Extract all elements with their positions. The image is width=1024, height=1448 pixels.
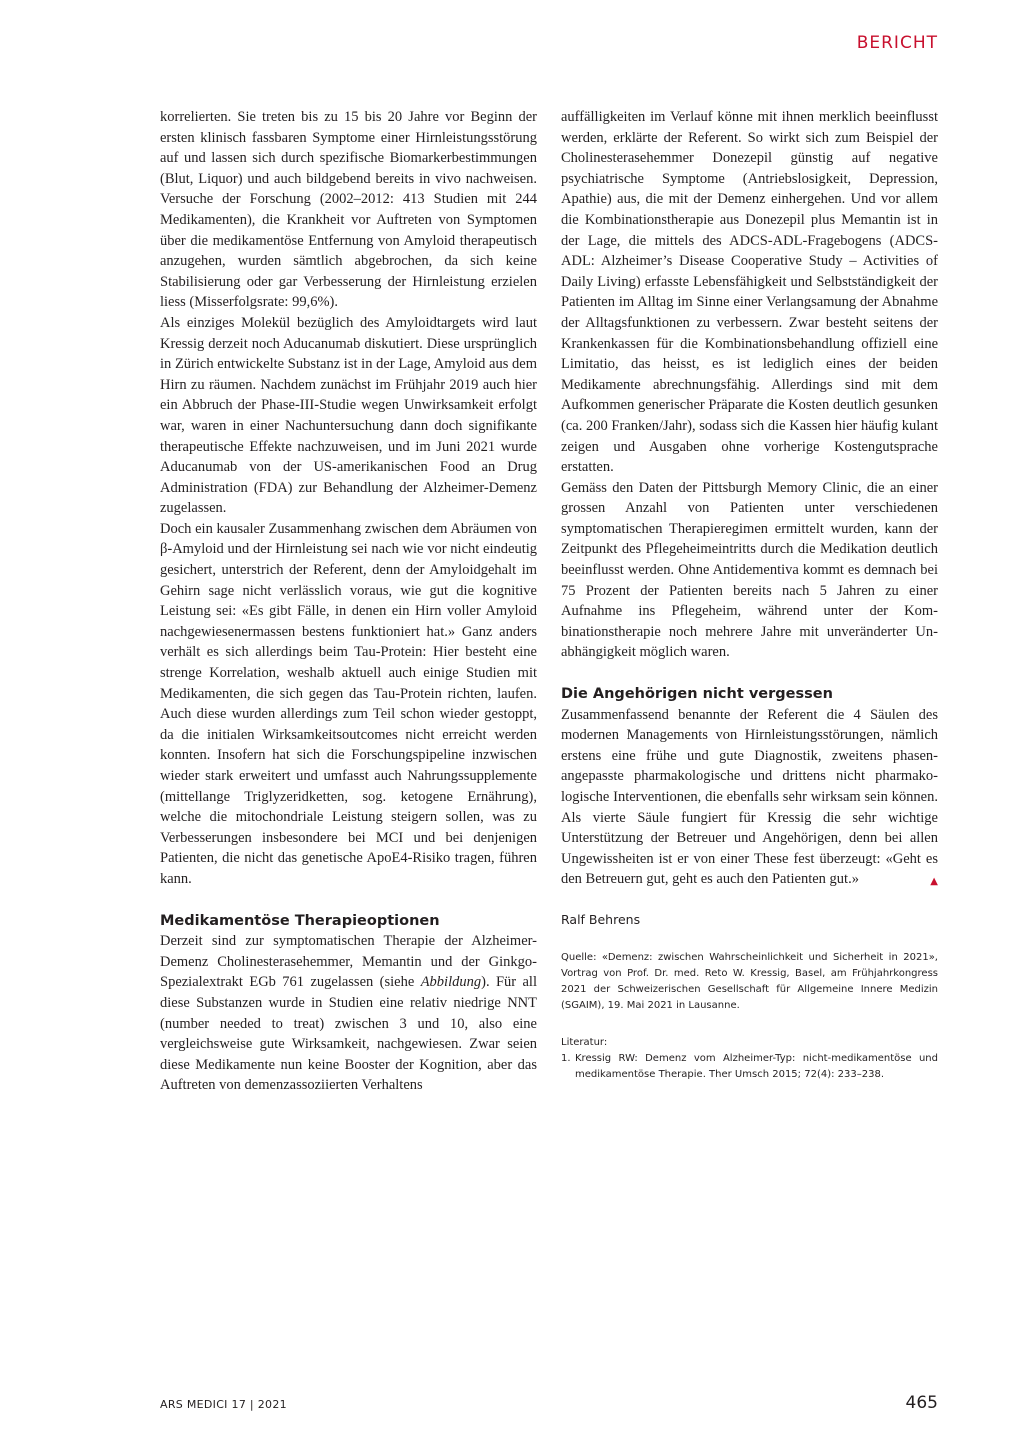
section-heading: Medikamentöse Therapieoptionen	[160, 912, 440, 929]
body-paragraph: korrelierten. Sie treten bis zu 15 bis 20 Jahre vor Beginn der ersten klinisch fassbaren Symptome einer Hirnleistungsstörung auf und lassen sich durch spezifische Biomarkerbestimmungen (Blut, Liquor) und auch bildgebend bereits in vivo nachweisen. Versuche der Forschung (2002–2012: 413 Studien mit 244 Medikamenten), die Krankheit vor Auftreten von Symptomen über die medikamentöse Entfernung von Amyloid therapeutisch anzugehen, wurden sämtlich abgebrochen, da sich keine Stabilisierung oder gar Verbesserung der Hirnleistung erzielen liess (Misserfolgsrate: 99,6%).	[160, 109, 537, 311]
literature-item	[561, 1051, 938, 1083]
literature-list	[561, 1051, 938, 1083]
right-column	[561, 107, 938, 1083]
body-paragraph: Gemäss den Daten der Pittsburgh Memory Clinic, die an einer grossen Anzahl von Patienten unter verschiedenen symptomatischen Therapieregimen ermittelt wurden, kann der Zeitpunkt des Pflegeheimeintritts durch die Medikation deutlich beeinflusst werden. Ohne Antidementiva kommt es demnach bei 75 Prozent der Patienten bereits nach 5 Jahren zu einer Aufnahme ins Pflegeheim, während unter der Kombinationstherapie noch mehrere Jahre mit unveränderter Unabhängigkeit möglich waren.	[561, 479, 938, 661]
journal-footer: ARS MEDICI 17 | 2021	[160, 1398, 287, 1411]
body-paragraph: Doch ein kausaler Zusammenhang zwischen dem Abräumen von β-Amyloid und der Hirnleistung sei nach wie vor nicht eindeutig gesichert, unterstrich der Referent, denn der Amyloidgehalt im Gehirn sage nicht verlässlich voraus, wie gut die kognitive Leistung sei: «Es gibt Fälle, in denen ein Hirn voller Amyloid nachgewiesenermassen bestens funktioniert hat.» Ganz anders verhält es sich allerdings beim Tau-Protein: Hier besteht eine strenge Korrelation, weshalb aktuell auch einige Studien mit Medikamenten, die sich gegen das Tau-Protein richten, laufen. Auch diese wurden allerdings zum Teil schon wieder gestoppt, da die initialen Wirksamkeitsoutcomes nicht erreicht werden konnten. Insofern hat sich die Forschungspipeline inzwischen wieder stark erweitert und umfasst auch Nahrungssupplemente (mittellange Triglyzeridketten, sog. ketogene Ernährung), welche die mitochondriale Leistung steigern sollen, was zu Verbesserungen insbesondere bei MCI und bei denjenigen Patienten, die nicht das genetische ApoE4-Risiko tragen, führen kann.	[160, 520, 537, 887]
therapy-text-before: Derzeit sind zur symptomatischen Therapie der Alzheimer-Demenz Cholinesterasehemmer, Memantin und der Ginkgo-Spezialextrakt EGb 761 zugelassen (siehe	[160, 933, 537, 991]
body-paragraph: auffälligkeiten im Verlauf könne mit ihnen merklich beeinflusst werden, erklärte der Referent. So wirkt sich zum Beispiel der Cholinesterasehemmer Donezepil günstig auf negative psychiatrische Symptome (Antriebslosigkeit, Depression, Apathie) aus, die mit der Demenz einhergehen. Und vor allem die Kombinationstherapie aus Donezepil plus Memantin ist in der Lage, die mittels des ADCS-ADL-Fragebogens (ADCS-ADL: Alzheimer’s Disease Cooperative Study – Activities of Daily Living) erfasste Lebensfähigkeit und Selbstständigkeit der Patienten im Alltag im Sinne einer Verlangsamung der Abnahme der Alltagsfunktionen zu verbessern. Zwar besteht seitens der Krankenkassen für die Kombinationsbehandlung offiziell eine Limitatio, das heisst, es ist lediglich eines der beiden Medikamente abrechnungsfähig. Allerdings sind mit dem Aufkommen generischer Präparate die Kosten deutlich gesunken (ca. 200 Franken/Jahr), sodass sich die Kassen hier häufig kulant zeigen und Ausgaben ohne vorherige Kostengutsprache erstatten.	[561, 109, 938, 476]
therapy-paragraph	[160, 931, 537, 1096]
author-name: Ralf Behrens	[561, 911, 641, 927]
page-number: 465	[905, 1393, 938, 1413]
literature-number: 1.	[561, 1052, 571, 1064]
section-heading: Die Angehörigen nicht vergessen	[561, 686, 833, 703]
figure-reference: Abbildung	[420, 974, 482, 991]
literature-label: Literatur:	[561, 1036, 608, 1048]
end-of-article-icon: ▲	[930, 876, 938, 888]
literature-text: Kressig RW: Demenz vom Alzheimer-Typ: nicht-medikamentöse und medikamentöse Therapie. Ther Umsch 2015; 72(4): 233–238.	[575, 1052, 938, 1080]
closing-text: Zusammenfassend benannte der Referent die 4 Säulen des modernen Managements von Hirnleistungsstörungen, nämlich erstens eine frühe und gute Diagnostik, zweitens phasenangepasste pharmakologische und drittens nicht pharmakologische Interventionen, die ebenfalls sehr wirksam sein können. Als vierte Säule fungiert für Kressig die sehr wichtige Unterstützung der Betreuer und Angehörigen, denn bei allen Ungewissheiten ist er von einer These fest überzeugt: «Geht es den Betreuern gut, geht es auch den Patienten gut.»	[561, 706, 938, 888]
source-note: Quelle: «Demenz: zwischen Wahrscheinlichkeit und Sicherheit in 2021», Vortrag von Prof. Dr. med. Reto W. Kressig, Basel, am Frühjahrkongress 2021 der Schweizerischen Gesellschaft für Allgemeine Innere Medizin (SGAIM), 19. Mai 2021 in Lausanne.	[561, 951, 938, 1011]
left-column	[160, 107, 537, 1096]
body-paragraph: Als einziges Molekül bezüglich des Amyloidtargets wird laut Kressig derzeit noch Aducanumab diskutiert. Diese ursprünglich in Zürich entwickelte Substanz ist in der Lage, Amyloid aus dem Hirn zu räumen. Nachdem zunächst im Frühjahr 2019 auch hier ein Abbruch der Phase-III-Studie wegen Unwirksamkeit erfolgt war, waren in einer Nachuntersuchung dann doch signifikante therapeutische Effekte nachzuweisen, und im Juni 2021 wurde Aducanumab von der US-amerikanischen Food an Drug Administration (FDA) zur Behandlung der Alzheimer-Demenz zugelassen.	[160, 314, 537, 517]
section-label: BERICHT	[856, 33, 938, 53]
closing-paragraph	[561, 705, 938, 890]
therapy-text-after: ). Für all diese Substanzen wurde in Studien eine relativ niedrige NNT (number needed to treat) zwischen 3 und 10, also eine vergleichsweise gute Wirksamkeit, nachgewiesen. Zwar seien diese Medikamente nun keine Booster der Kognition, aber das Auftreten von demenzassoziierten Verhaltens	[160, 974, 537, 1094]
